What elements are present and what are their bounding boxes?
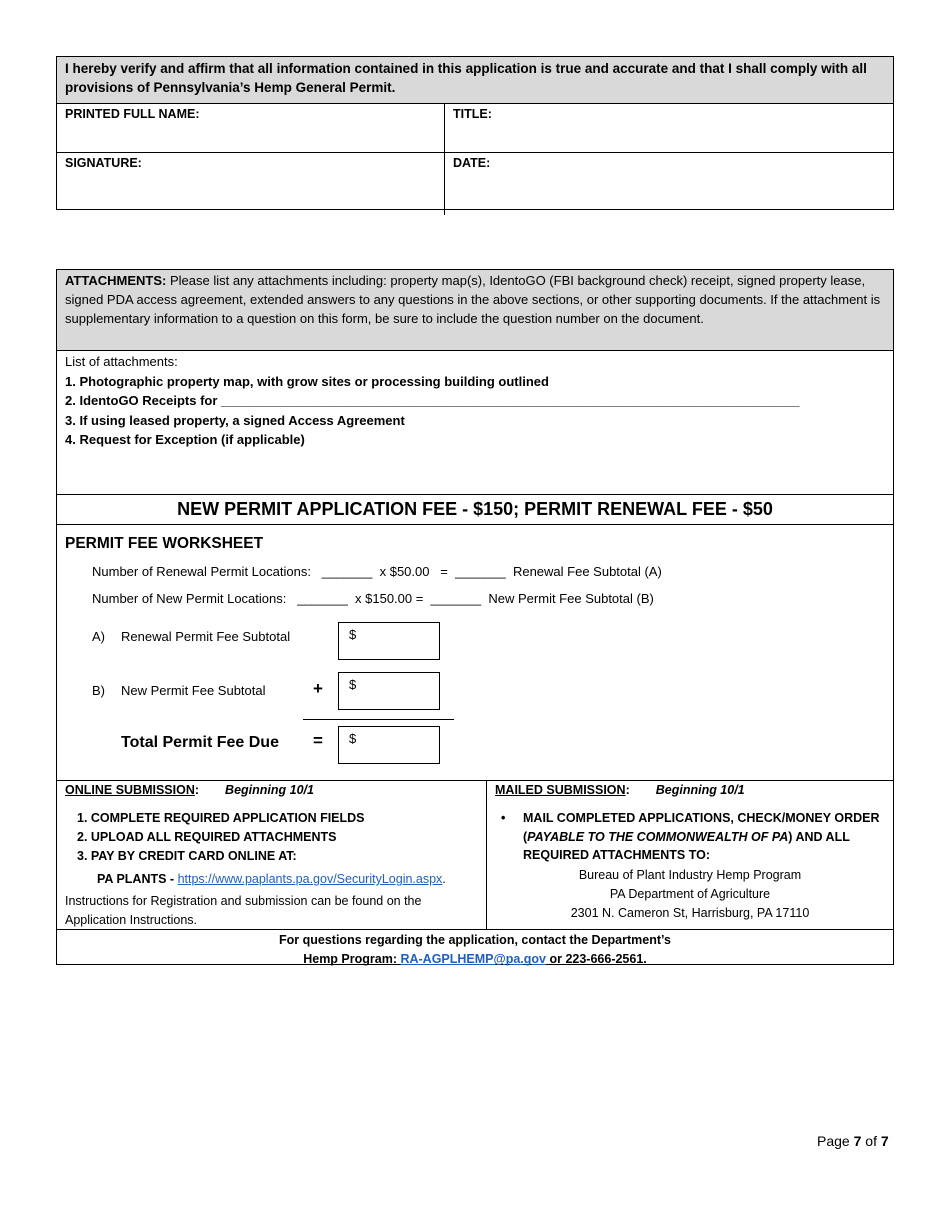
contact-info bbox=[57, 930, 893, 974]
signature-label: SIGNATURE: bbox=[65, 156, 142, 170]
title-field[interactable] bbox=[445, 104, 893, 152]
attachments-list bbox=[57, 351, 893, 495]
address-line: 2301 N. Cameron St, Harrisburg, PA 17110 bbox=[570, 906, 810, 920]
online-step: 1. COMPLETE REQUIRED APPLICATION FIELDS bbox=[77, 811, 365, 825]
attachments-description: Please list any attachments including: property map(s), IdentoGO (FBI background check) receipt, signed property lease, signed PDA access agreement, extended answers to any questions in the above sections, or other supporting documents. If the attachment is supplementary information to a question on this form, be sure to include the question number on the document. bbox=[65, 273, 881, 326]
renewal-subtotal-box[interactable] bbox=[338, 622, 440, 660]
mailed-heading bbox=[495, 783, 745, 797]
equals-sign: = bbox=[313, 731, 323, 750]
permit-fee-worksheet bbox=[57, 525, 893, 781]
online-heading-colon: : bbox=[194, 783, 200, 797]
printed-name-label: PRINTED FULL NAME: bbox=[65, 107, 200, 121]
date-field[interactable] bbox=[445, 153, 893, 215]
attachments-instructions bbox=[57, 270, 893, 351]
mail-payable: PAYABLE TO THE COMMONWEALTH OF PA bbox=[527, 829, 789, 844]
online-beginning: Beginning 10/1 bbox=[225, 783, 314, 797]
mail-text-pre: MAIL COMPLETED APPLICATIONS, CHECK/MONEY ORDER ( bbox=[523, 811, 880, 844]
mailed-submission bbox=[487, 781, 893, 929]
affirmation-statement: I hereby verify and affirm that all information contained in this application is true and accurate and that I shall comply with all provisions of Pennsylvania’s Hemp General Permit. bbox=[57, 57, 893, 104]
dollar-sign: $ bbox=[349, 677, 357, 692]
attachments-list-label: List of attachments: bbox=[65, 354, 178, 369]
new-subtotal-label: New Permit Fee Subtotal bbox=[121, 683, 266, 698]
address-line: Bureau of Plant Industry Hemp Program bbox=[578, 868, 802, 882]
page-current: 7 bbox=[853, 1133, 862, 1149]
mail-text-post: ) AND ALL REQUIRED ATTACHMENTS TO: bbox=[523, 829, 850, 862]
online-step: 2. UPLOAD ALL REQUIRED ATTACHMENTS bbox=[77, 830, 337, 844]
total-fee-box[interactable] bbox=[338, 726, 440, 764]
renewal-subtotal-label: Renewal Permit Fee Subtotal bbox=[121, 629, 291, 644]
attachment-item: 4. Request for Exception (if applicable) bbox=[65, 432, 305, 447]
online-submission bbox=[57, 781, 487, 929]
worksheet-title: PERMIT FEE WORKSHEET bbox=[65, 535, 264, 552]
page-of: of bbox=[861, 1133, 881, 1149]
affirmation-table bbox=[56, 56, 894, 210]
fee-title: NEW PERMIT APPLICATION FEE - $150; PERMIT RENEWAL FEE - $50 bbox=[57, 495, 893, 525]
sum-rule bbox=[303, 719, 454, 720]
contact-phone: or 223-666-2561. bbox=[546, 952, 647, 966]
attachment-item: 3. If using leased property, a signed Access Agreement bbox=[65, 412, 405, 428]
online-heading-label: ONLINE SUBMISSION bbox=[65, 783, 195, 797]
dollar-sign: $ bbox=[349, 731, 357, 746]
new-locations-line: Number of New Permit Locations: _______ x $150.00 = _______ New Permit Fee Subtotal (B) bbox=[92, 591, 654, 606]
submission-section bbox=[57, 781, 893, 930]
mailed-heading-colon: : bbox=[625, 783, 630, 797]
page-prefix: Page bbox=[817, 1133, 854, 1149]
attachment-item: 1. Photographic property map, with grow sites or processing building outlined bbox=[65, 373, 549, 389]
attachment-item: 2. IdentoGO Receipts for ________________________________________________________________________________ bbox=[65, 393, 800, 408]
attachments-heading: ATTACHMENTS: bbox=[65, 273, 167, 288]
pa-plants-line: PA PLANTS - https://www.paplants.pa.gov/SecurityLogin.aspx. bbox=[97, 872, 446, 886]
contact-line-1: For questions regarding the application, contact the Department’s bbox=[279, 933, 671, 947]
new-subtotal-box[interactable] bbox=[338, 672, 440, 710]
online-steps bbox=[77, 809, 365, 866]
contact-email-link[interactable]: RA-AGPLHEMP@pa.gov bbox=[400, 952, 546, 966]
pa-plants-link[interactable]: https://www.paplants.pa.gov/SecurityLogin.aspx bbox=[177, 872, 443, 886]
mailed-beginning: Beginning 10/1 bbox=[655, 783, 745, 797]
pa-plants-label: PA PLANTS - bbox=[97, 872, 178, 886]
mail-instructions bbox=[501, 809, 883, 865]
contact-prefix: Hemp Program: bbox=[303, 952, 401, 966]
mailing-address bbox=[487, 866, 893, 923]
mailed-heading-label: MAILED SUBMISSION bbox=[495, 783, 626, 797]
page-number bbox=[817, 1133, 889, 1149]
page-total: 7 bbox=[880, 1133, 889, 1149]
plus-sign: + bbox=[313, 679, 323, 698]
total-fee-label: Total Permit Fee Due bbox=[121, 734, 279, 751]
date-label: DATE: bbox=[453, 156, 491, 170]
dollar-sign: $ bbox=[349, 627, 357, 642]
address-line: PA Department of Agriculture bbox=[609, 887, 771, 901]
online-step: 3. PAY BY CREDIT CARD ONLINE AT: bbox=[77, 849, 297, 863]
registration-instructions: Instructions for Registration and submission can be found on the Application Instructions. bbox=[65, 894, 422, 927]
printed-name-field[interactable] bbox=[57, 104, 445, 152]
online-heading bbox=[65, 783, 314, 797]
row-a-letter: A) bbox=[92, 629, 105, 644]
contact-line-2 bbox=[57, 950, 893, 969]
bullet: • bbox=[501, 811, 506, 825]
attachments-table bbox=[56, 269, 894, 965]
renewal-locations-line: Number of Renewal Permit Locations: _______ x $50.00 = _______ Renewal Fee Subtotal (A) bbox=[92, 564, 662, 579]
signature-field[interactable] bbox=[57, 153, 445, 215]
title-label: TITLE: bbox=[453, 107, 492, 121]
row-b-letter: B) bbox=[92, 683, 105, 698]
